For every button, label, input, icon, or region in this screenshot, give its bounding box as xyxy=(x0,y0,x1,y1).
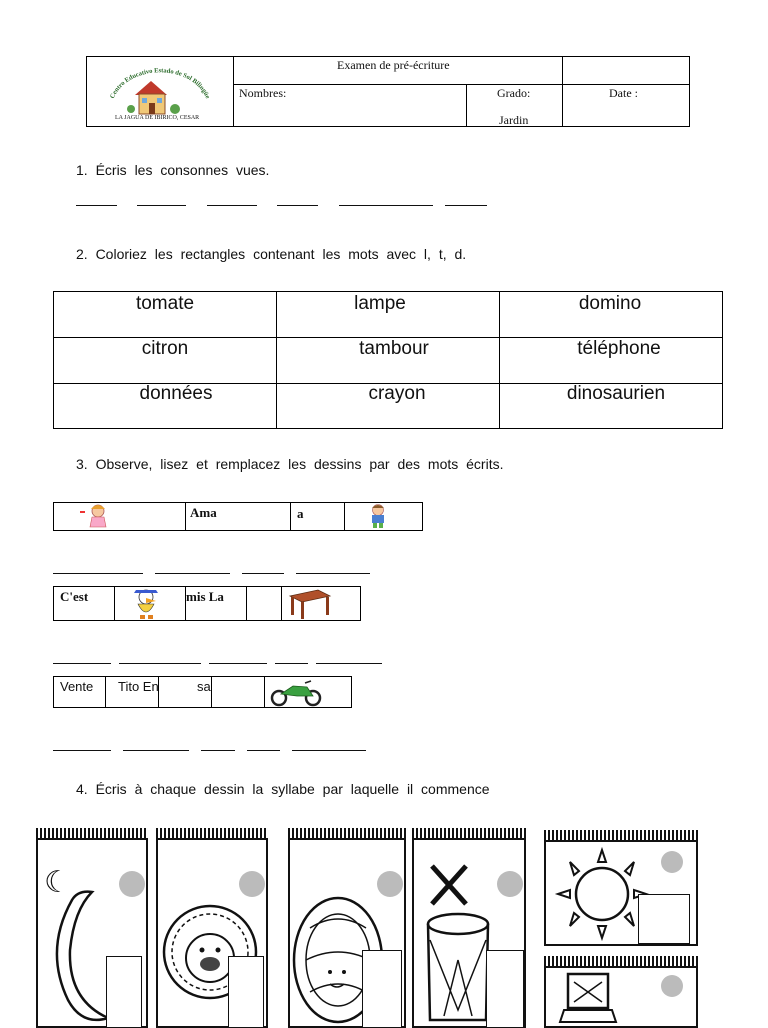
grado-value: Jardin xyxy=(499,113,529,127)
sentence-strip-3 xyxy=(53,676,352,708)
syllable-answer-box[interactable] xyxy=(638,894,690,944)
table-drawing-icon xyxy=(286,588,332,620)
school-logo xyxy=(95,61,225,123)
strip2-word1: C'est xyxy=(60,589,89,604)
svg-text:☾: ☾ xyxy=(44,866,71,899)
chair-card xyxy=(544,966,698,1028)
date-label: Date : xyxy=(609,86,638,100)
exam-header-table xyxy=(86,56,690,127)
question-1: 1. Écris les consonnes vues. xyxy=(76,162,270,178)
strip1-word1: Ama xyxy=(190,505,217,520)
word-cell[interactable]: citron xyxy=(141,338,189,359)
strip3-word1: Vente xyxy=(60,679,94,694)
word-table xyxy=(53,291,723,429)
word-cell[interactable]: crayon xyxy=(368,383,426,404)
word-cell[interactable]: tomate xyxy=(135,293,195,314)
question-2: 2. Coloriez les rectangles contenant les mots avec l, t, d. xyxy=(76,246,467,262)
word-cell[interactable]: tambour xyxy=(359,338,429,359)
logo-caption: LA JAGUA DE IBIRICO, CESAR xyxy=(115,115,200,121)
syllable-answer-box[interactable] xyxy=(486,950,524,1028)
logo-arc-text: Centro Educativo Estado de Sol Bilingüe xyxy=(109,67,212,100)
nombres-label: Nombres: xyxy=(239,86,287,100)
word-cell[interactable]: données xyxy=(139,383,213,404)
strip3-word2: Tito En xyxy=(118,679,159,694)
strip1-word2: a xyxy=(297,506,304,521)
word-cell[interactable]: dinosaurien xyxy=(566,383,666,404)
syllable-answer-box[interactable] xyxy=(106,956,142,1028)
turtle-card xyxy=(288,838,406,1028)
word-cell[interactable]: téléphone xyxy=(577,338,661,359)
lion-card xyxy=(156,838,268,1028)
motorbike-drawing-icon xyxy=(267,678,327,707)
grado-label: Grado: xyxy=(497,86,531,100)
moon-card xyxy=(36,838,148,1028)
word-cell[interactable]: lampe xyxy=(354,293,406,314)
syllable-answer-box[interactable] xyxy=(228,956,264,1028)
girl-drawing-icon xyxy=(76,503,116,530)
drum-card xyxy=(412,838,526,1028)
boy-drawing-icon xyxy=(360,503,396,530)
syllable-answer-box[interactable] xyxy=(362,950,402,1028)
strip2-word2: mis La xyxy=(186,589,224,604)
word-cell[interactable]: domino xyxy=(578,293,642,314)
sentence-strip-1 xyxy=(53,502,423,531)
sentence-strip-2 xyxy=(53,586,361,621)
exam-title: Examen de pré-écriture xyxy=(337,58,450,72)
strip3-word3: sa xyxy=(197,679,211,694)
question-4: 4. Écris à chaque dessin la syllabe par laquelle il commence xyxy=(76,781,490,797)
duck-drawing-icon xyxy=(126,588,166,620)
sun-card xyxy=(544,840,698,946)
question-3: 3. Observe, lisez et remplacez les dessins par des mots écrits. xyxy=(76,456,504,472)
